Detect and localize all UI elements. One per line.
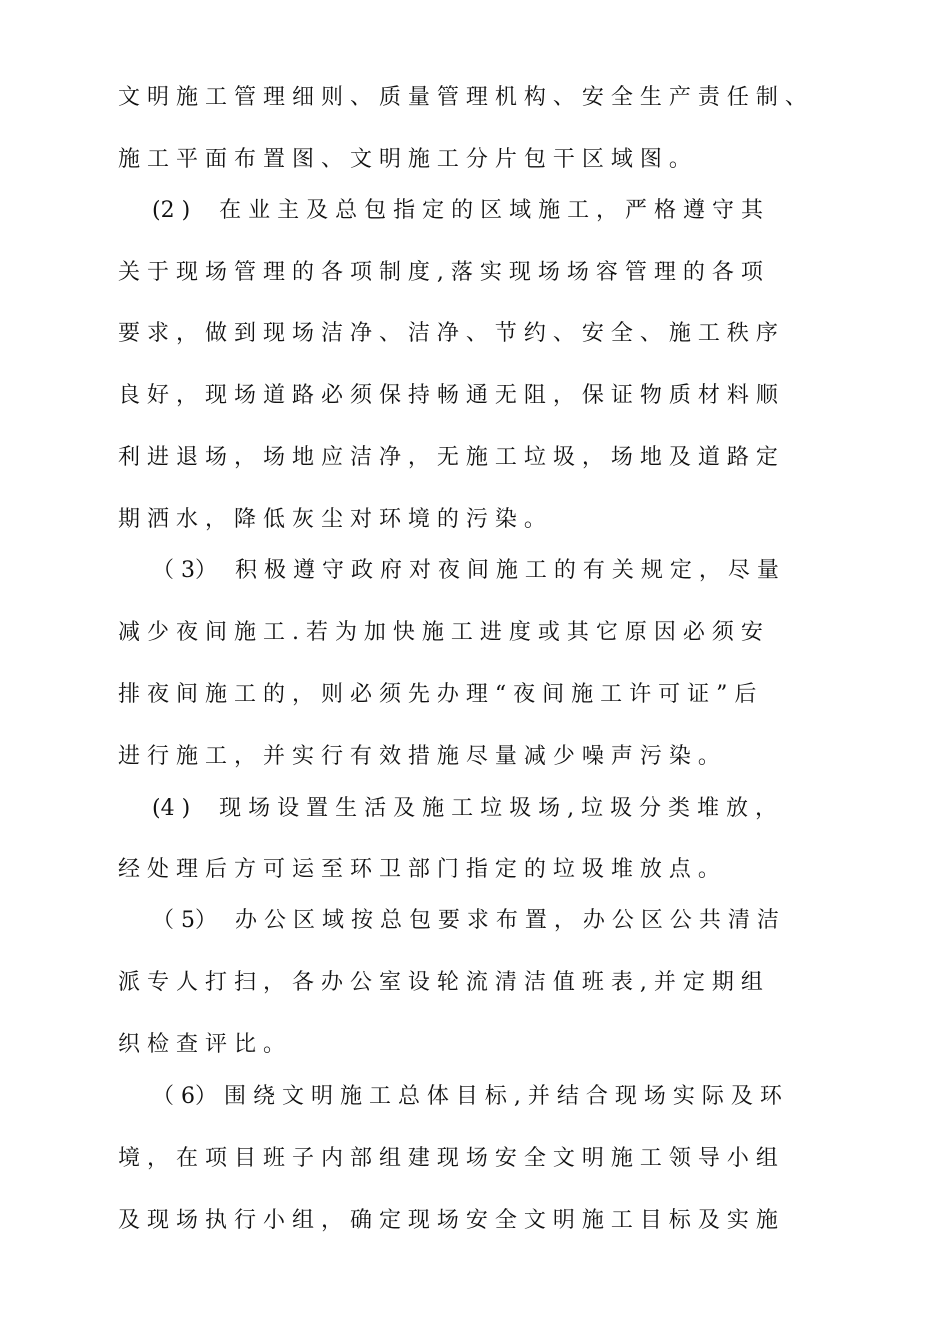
text-line: (4 ) 现 场 设 置 生 活 及 施 工 垃 圾 场 , 垃 圾 分 类 堆 放 ， xyxy=(152,796,778,821)
text-line: 减 少 夜 间 施 工 . 若 为 加 快 施 工 进 度 或 其 它 原 因 必 须 安 xyxy=(118,620,763,645)
text-line: 利 进 退 场 ， 场 地 应 洁 净 ， 无 施 工 垃 圾 ， 场 地 及 道 路 定 xyxy=(118,445,778,470)
text-line: （ 3） 积 极 遵 守 政 府 对 夜 间 施 工 的 有 关 规 定 ， 尽 量 xyxy=(152,558,779,583)
text-line: 及 现 场 执 行 小 组 ， 确 定 现 场 安 全 文 明 施 工 目 标 及 实 施 xyxy=(118,1208,778,1233)
text-line: 良 好 ， 现 场 道 路 必 须 保 持 畅 通 无 阻 ， 保 证 物 质 材 料 顺 xyxy=(118,383,778,408)
text-line: 排 夜 间 施 工 的 ， 则 必 须 先 办 理 “ 夜 间 施 工 许 可 证 ” 后 xyxy=(118,682,757,707)
text-line: (2 ) 在 业 主 及 总 包 指 定 的 区 域 施 工 ， 严 格 遵 守 其 xyxy=(152,198,764,223)
text-line: （ 6） 围 绕 文 明 施 工 总 体 目 标 , 并 结 合 现 场 实 际 及 环 xyxy=(152,1084,782,1109)
text-line: 境 ， 在 项 目 班 子 内 部 组 建 现 场 安 全 文 明 施 工 领 导 小 组 xyxy=(118,1146,778,1171)
text-line: 施 工 平 面 布 置 图 、 文 明 施 工 分 片 包 干 区 域 图 。 xyxy=(118,147,691,172)
text-line: 经 处 理 后 方 可 运 至 环 卫 部 门 指 定 的 垃 圾 堆 放 点 。 xyxy=(118,857,720,882)
text-line: 关 于 现 场 管 理 的 各 项 制 度 , 落 实 现 场 场 容 管 理 的 各 项 xyxy=(118,260,763,285)
text-line: 织 检 查 评 比 。 xyxy=(118,1032,285,1057)
text-line: 期 洒 水 ， 降 低 灰 尘 对 环 境 的 污 染 。 xyxy=(118,507,546,532)
text-line: （ 5） 办 公 区 域 按 总 包 要 求 布 置 ， 办 公 区 公 共 清 洁 xyxy=(152,908,779,933)
text-line: 进 行 施 工 ， 并 实 行 有 效 措 施 尽 量 减 少 噪 声 污 染 。 xyxy=(118,744,720,769)
text-line: 文 明 施 工 管 理 细 则 、 质 量 管 理 机 构 、 安 全 生 产 责 任 制 、 xyxy=(118,85,807,110)
text-line: 派 专 人 打 扫 ， 各 办 公 室 设 轮 流 清 洁 值 班 表 , 并 定 期 组 xyxy=(118,970,763,995)
text-line: 要 求 ， 做 到 现 场 洁 净 、 洁 净 、 节 约 、 安 全 、 施 工 秩 序 xyxy=(118,321,778,346)
